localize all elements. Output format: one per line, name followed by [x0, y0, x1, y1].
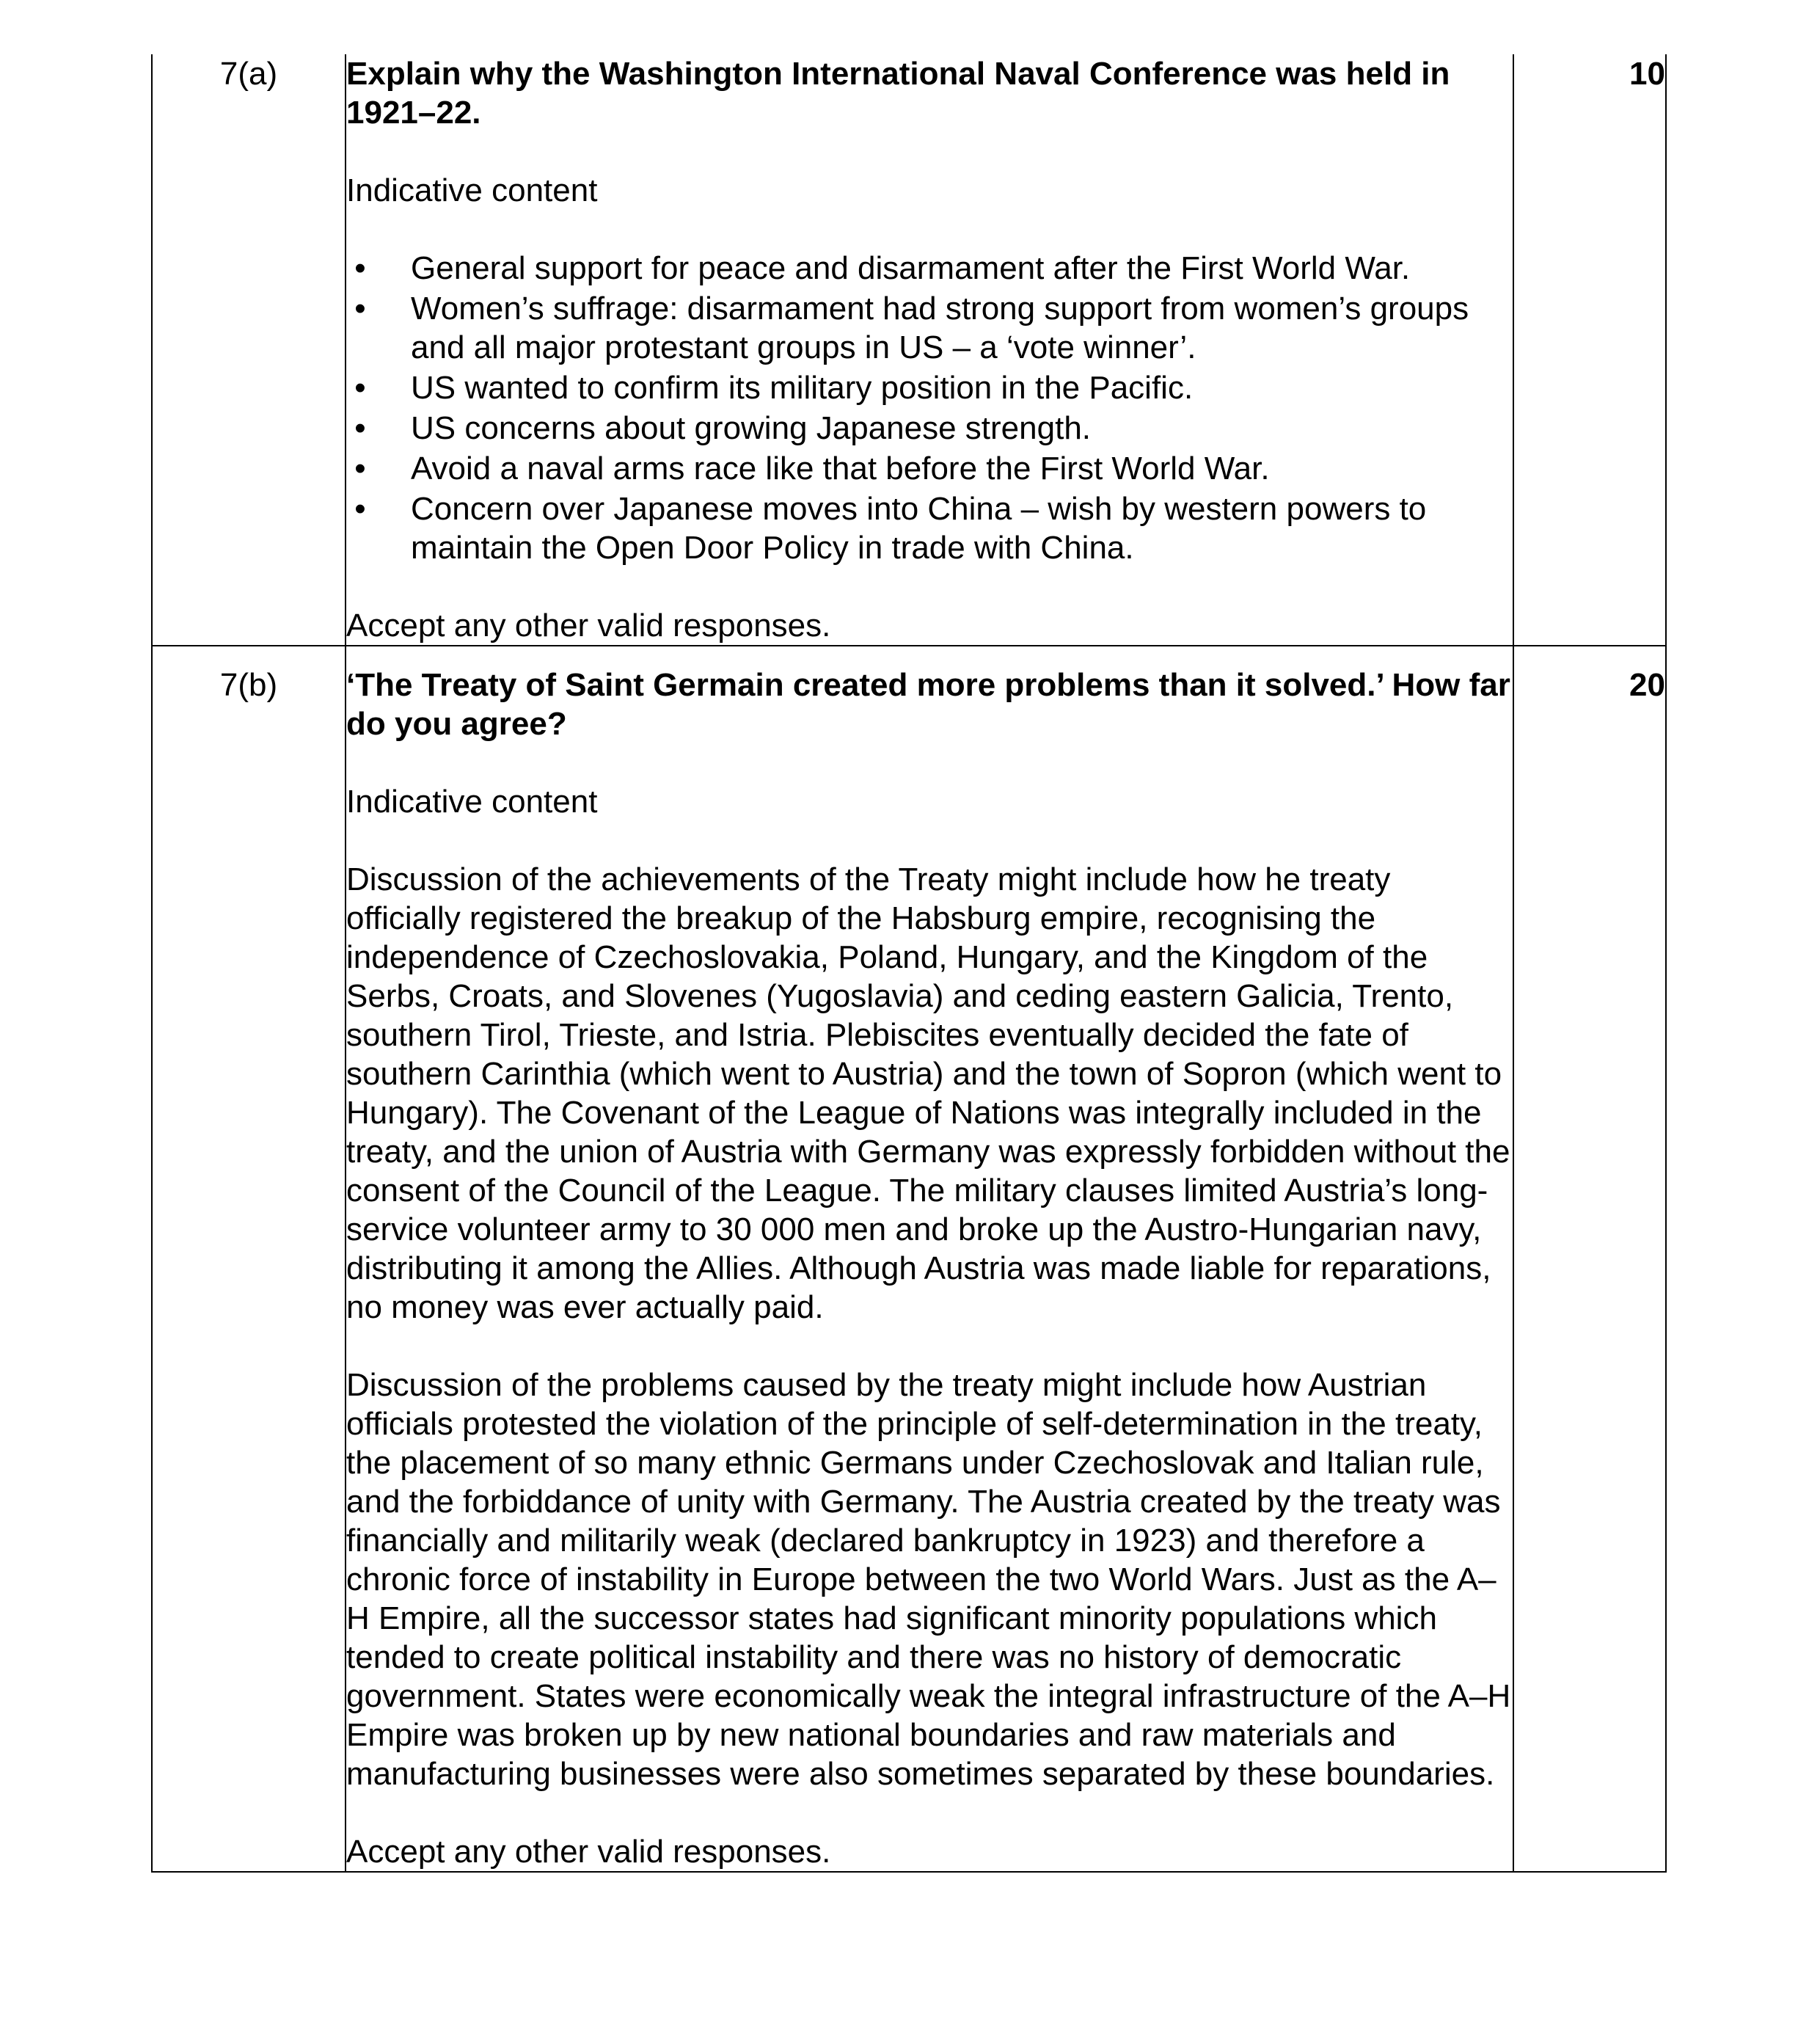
- marks-value: 10: [1513, 54, 1666, 646]
- accept-note: Accept any other valid responses.: [346, 608, 831, 644]
- list-item: [346, 368, 1513, 407]
- problems-paragraph: Discussion of the problems caused by the treaty might include how Austrian officials protested the violation of the principle of self-determination in the treaty, the placement of so many ethnic Germans under Czechoslovak and Italian rule, and the forbiddance of unity with Germany. The Austria created by the treaty was financially and militarily weak (declared bankruptcy in 1923) and therefore a chronic force of instability in Europe between the two World Wars. Just as the A–H Empire, all the successor states had significant minority populations which tended to create political instability and there was no history of democratic government. States were economically weak the integral infrastructure of the A–H Empire was broken up by new national boundaries and raw materials and manufacturing businesses were also sometimes separated by these boundaries.: [346, 1367, 1511, 1792]
- list-item: [346, 409, 1513, 448]
- indicative-content-label: Indicative content: [346, 172, 598, 208]
- list-item: [346, 249, 1513, 288]
- marks-value: 20: [1513, 646, 1666, 1872]
- bullet-icon: •: [354, 491, 366, 527]
- indicative-bullet-list: [346, 249, 1513, 567]
- bullet-icon: •: [354, 410, 366, 446]
- question-number: 7(b): [152, 646, 346, 1872]
- list-item: [346, 489, 1513, 567]
- question-row-7a: [152, 54, 1666, 646]
- mark-scheme-table: [151, 54, 1667, 1873]
- question-text: ‘The Treaty of Saint Germain created more problems than it solved.’ How far do you agree?: [346, 667, 1510, 742]
- bullet-icon: •: [354, 451, 366, 486]
- bullet-text: US concerns about growing Japanese strength.: [411, 410, 1092, 446]
- answer-cell: [346, 54, 1513, 646]
- bullet-text: Women’s suffrage: disarmament had strong support from women’s groups and all major protestant groups in US – a ‘vote winner’.: [411, 291, 1469, 365]
- bullet-text: US wanted to confirm its military position in the Pacific.: [411, 370, 1194, 406]
- accept-note: Accept any other valid responses.: [346, 1834, 831, 1870]
- question-text: Explain why the Washington International Naval Conference was held in 1921–22.: [346, 56, 1450, 131]
- answer-cell: [346, 646, 1513, 1872]
- indicative-content-label: Indicative content: [346, 784, 598, 820]
- question-number: 7(a): [152, 54, 346, 646]
- bullet-icon: •: [354, 291, 366, 327]
- list-item: [346, 449, 1513, 488]
- list-item: [346, 289, 1513, 367]
- bullet-text: Concern over Japanese moves into China – wish by western powers to maintain the Open Door Policy in trade with China.: [411, 491, 1427, 566]
- bullet-text: General support for peace and disarmament after the First World War.: [411, 250, 1411, 286]
- bullet-icon: •: [354, 250, 366, 286]
- achievements-paragraph: Discussion of the achievements of the Treaty might include how he treaty officially registered the breakup of the Habsburg empire, recognising the independence of Czechoslovakia, Poland, Hungary, and the Kingdom of the Serbs, Croats, and Slovenes (Yugoslavia) and ceding eastern Galicia, Trento, southern Tirol, Trieste, and Istria. Plebiscites eventually decided the fate of southern Carinthia (which went to Austria) and the town of Sopron (which went to Hungary). The Covenant of the League of Nations was integrally included in the treaty, and the union of Austria with Germany was expressly forbidden without the consent of the Council of the League. The military clauses limited Austria’s long-service volunteer army to 30 000 men and broke up the Austro-Hungarian navy, distributing it among the Allies. Although Austria was made liable for reparations, no money was ever actually paid.: [346, 861, 1510, 1325]
- question-row-7b: [152, 646, 1666, 1872]
- bullet-text: Avoid a naval arms race like that before the First World War.: [411, 451, 1270, 486]
- bullet-icon: •: [354, 370, 366, 406]
